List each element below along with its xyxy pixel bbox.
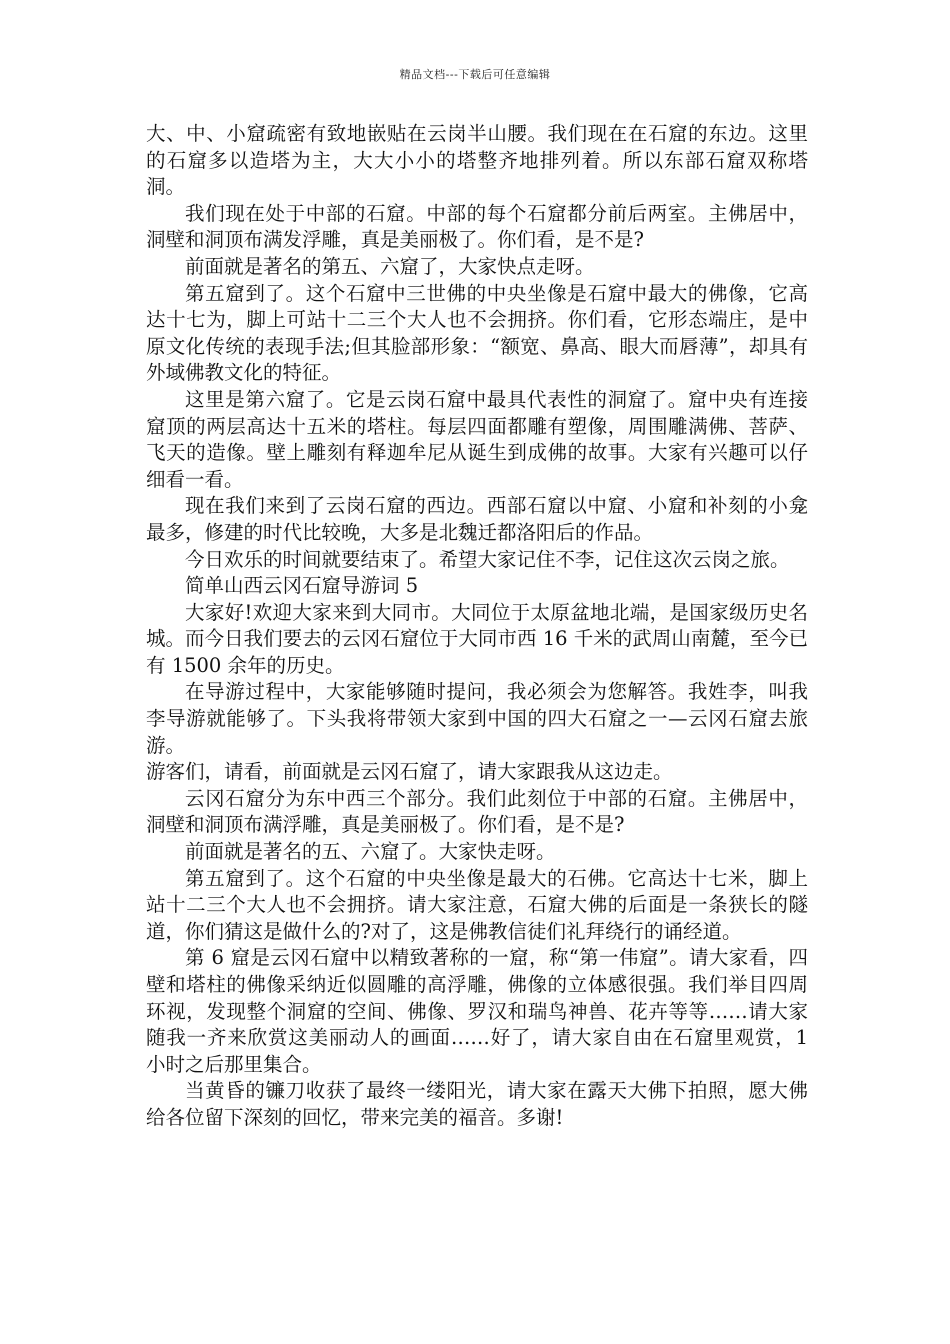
- section-title: 简单山西云冈石窟导游词 5: [185, 574, 419, 598]
- paragraph: 前面就是著名的五、六窟了。大家快走呀。: [185, 840, 556, 864]
- paragraph: 前面就是著名的第五、六窟了，大家快点走呀。: [185, 254, 595, 278]
- document-body: [146, 121, 808, 1132]
- paragraph: 第五窟到了。这个石窟中三世佛的中央坐像是石窟中最大的佛像，它高达十七为，脚上可站十二三个大人也不会拥挤。你们看，它形态端庄，是中原文化传统的表现手法;但其脸部形象：“额宽、鼻高、眼大而唇薄”，却具有外域佛教文化的特征。: [146, 281, 808, 385]
- paragraph: 大家好!欢迎大家来到大同市。大同位于太原盆地北端，是国家级历史名城。而今日我们要去的云冈石窟位于大同市西 16 千米的武周山南麓，至今已有 1500 余年的历史。: [146, 600, 808, 677]
- paragraph: 第五窟到了。这个石窟的中央坐像是最大的石佛。它高达十七米，脚上站十二三个大人也不会拥挤。请大家注意，石窟大佛的后面是一条狭长的隧道，你们猜这是做什么的?对了，这是佛教信徒们礼拜绕行的诵经道。: [146, 866, 808, 943]
- paragraph: 当黄昏的镰刀收获了最终一缕阳光，请大家在露天大佛下拍照，愿大佛给各位留下深刻的回忆，带来完美的福音。多谢!: [146, 1079, 808, 1129]
- paragraph: 现在我们来到了云岗石窟的西边。西部石窟以中窟、小窟和补刻的小龛最多，修建的时代比较晚，大多是北魏迁都洛阳后的作品。: [146, 494, 808, 544]
- paragraph: 第 6 窟是云冈石窟中以精致著称的一窟，称“第一伟窟”。请大家看，四壁和塔柱的佛像采纳近似圆雕的高浮雕，佛像的立体感很强。我们举目四周环视，发现整个洞窟的空间、佛像、罗汉和瑞鸟神兽、花卉等等……请大家随我一齐来欣赏这美丽动人的画面……好了，请大家自由在石窟里观赏，1 小时之后那里集合。: [146, 946, 808, 1076]
- paragraph: 云冈石窟分为东中西三个部分。我们此刻位于中部的石窟。主佛居中，洞壁和洞顶布满浮雕，真是美丽极了。你们看，是不是?: [146, 786, 808, 837]
- paragraph: 今日欢乐的时间就要结束了。希望大家记住不李，记住这次云岗之旅。: [185, 547, 790, 571]
- paragraph: 我们现在处于中部的石窟。中部的每个石窟都分前后两室。主佛居中，洞壁和洞顶布满发浮雕，真是美丽极了。你们看，是不是?: [146, 201, 808, 252]
- paragraph: 这里是第六窟了。它是云岗石窟中最具代表性的洞窟了。窟中央有连接窟顶的两层高达十五米的塔柱。每层四面都雕有塑像，周围雕满佛、菩萨、飞天的造像。壁上雕刻有释迦牟尼从诞生到成佛的故事。大家有兴趣可以仔细看一看。: [146, 387, 808, 491]
- paragraph: 游客们，请看，前面就是云冈石窟了，请大家跟我从这边走。: [146, 760, 673, 784]
- page-header: 精品文档---下载后可任意编辑: [399, 68, 551, 81]
- paragraph: 在导游过程中，大家能够随时提问，我必须会为您解答。我姓李，叫我李导游就能够了。下头我将带领大家到中国的四大石窟之一—云冈石窟去旅游。: [146, 680, 808, 757]
- paragraph: 大、中、小窟疏密有致地嵌贴在云岗半山腰。我们现在在石窟的东边。这里的石窟多以造塔为主，大大小小的塔整齐地排列着。所以东部石窟双称塔洞。: [146, 122, 808, 199]
